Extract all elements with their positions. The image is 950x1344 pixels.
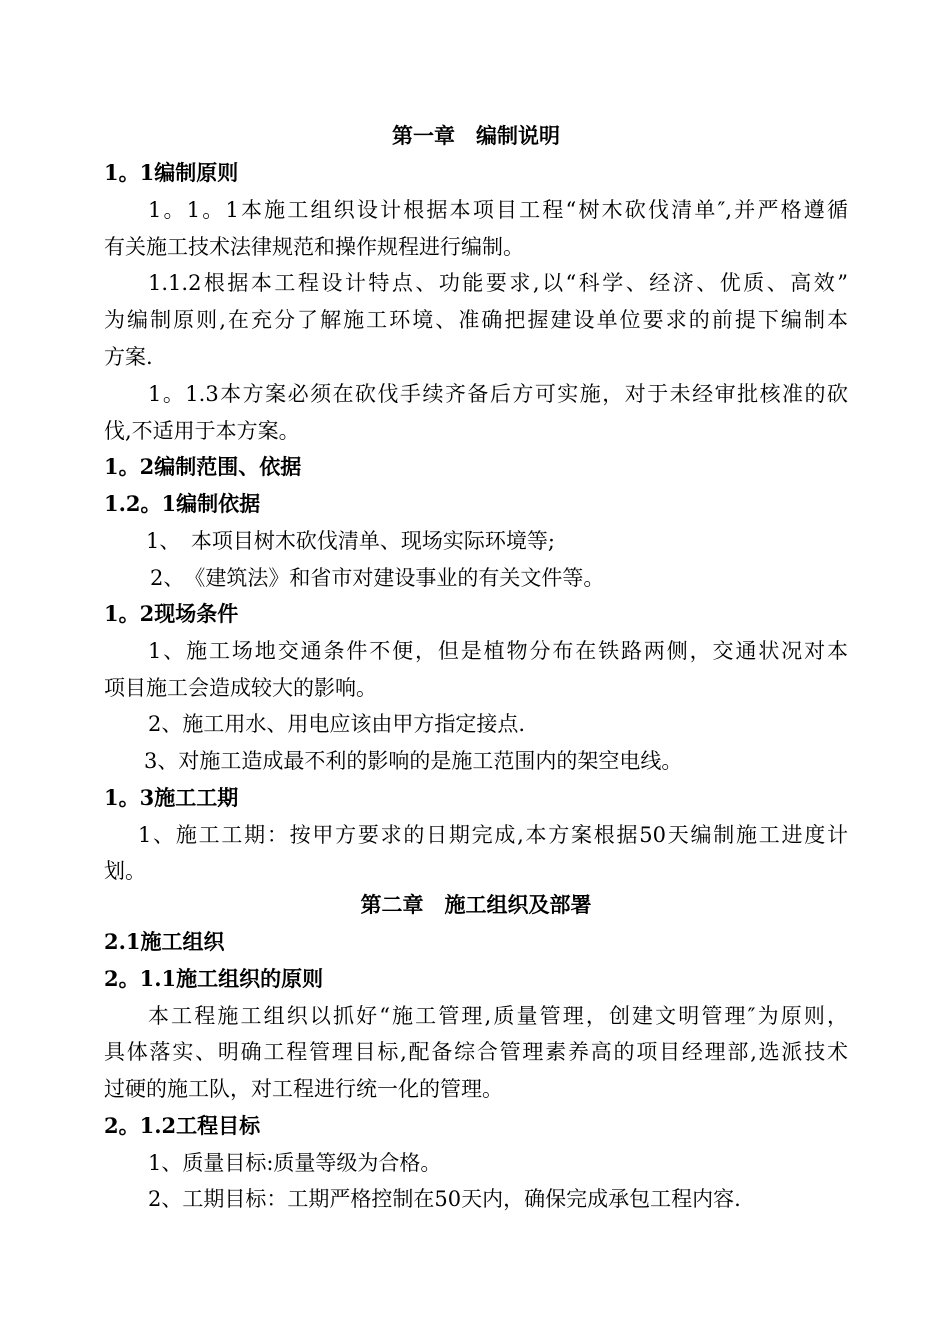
chapter-1-title: 第一章 编制说明 — [392, 123, 560, 148]
principle-paragraph-line-1: 本工程施工组织以抓好“施工管理,质量管理，创建文明管理″为原则， — [148, 1004, 848, 1028]
basis-item-2: 2、 《建筑法》和省市对建设事业的有关文件等。 — [150, 566, 605, 590]
schedule-item-1-line-2: 划。 — [104, 859, 146, 883]
section-2-1-heading: 2.1施工组织 — [104, 929, 225, 954]
principle-paragraph-line-3: 过硬的施工队，对工程进行统一化的管理。 — [104, 1077, 503, 1101]
condition-item-1-line-2: 项目施工会造成较大的影响。 — [104, 676, 377, 700]
section-2-1-1-heading: 2。1.1施工组织的原则 — [104, 966, 324, 991]
section-1-1-heading: 1。1编制原则 — [104, 160, 239, 185]
section-1-3-heading: 1。3施工工期 — [104, 785, 239, 810]
basis-item-1: 1、 本项目树木砍伐清单、现场实际环境等; — [146, 529, 555, 553]
condition-item-3: 3、对施工造成最不利的影响的是施工范围内的架空电线。 — [144, 749, 683, 773]
section-2-1-2-heading: 2。1.2工程目标 — [104, 1113, 261, 1138]
paragraph-1-1-1-line-1: 1。1。1本施工组织设计根据本项目工程“树木砍伐清单″,并严格遵循 — [148, 198, 848, 222]
principle-paragraph-line-2: 具体落实、明确工程管理目标,配备综合管理素养高的项目经理部,选派技术 — [104, 1040, 848, 1064]
paragraph-1-1-2-line-3: 方案. — [104, 345, 153, 369]
section-site-conditions-heading: 1。2现场条件 — [104, 601, 239, 626]
section-1-2-heading: 1。2编制范围、依据 — [104, 454, 302, 479]
chapter-2-title: 第二章 施工组织及部署 — [360, 892, 592, 917]
goal-item-2: 2、工期目标：工期严格控制在50天内，确保完成承包工程内容. — [148, 1187, 741, 1211]
schedule-item-1-line-1: 1、施工工期：按甲方要求的日期完成,本方案根据50天编制施工进度计 — [138, 823, 848, 847]
paragraph-1-1-2-line-2: 为编制原则,在充分了解施工环境、准确把握建设单位要求的前提下编制本 — [104, 308, 848, 332]
section-1-2-1-heading: 1.2。1编制依据 — [104, 491, 261, 516]
condition-item-1-line-1: 1、施工场地交通条件不便，但是植物分布在铁路两侧，交通状况对本 — [148, 639, 848, 663]
paragraph-1-1-3-line-2: 伐,不适用于本方案。 — [104, 419, 300, 443]
paragraph-1-1-2-line-1: 1.1.2根据本工程设计特点、功能要求,以“科学、经济、优质、高效” — [148, 271, 848, 295]
paragraph-1-1-1-line-2: 有关施工技术法律规范和操作规程进行编制。 — [104, 235, 524, 259]
condition-item-2: 2、施工用水、用电应该由甲方指定接点. — [148, 712, 526, 736]
goal-item-1: 1、质量目标:质量等级为合格。 — [148, 1151, 442, 1175]
paragraph-1-1-3-line-1: 1。1.3本方案必须在砍伐手续齐备后方可实施，对于未经审批核准的砍 — [148, 382, 848, 406]
